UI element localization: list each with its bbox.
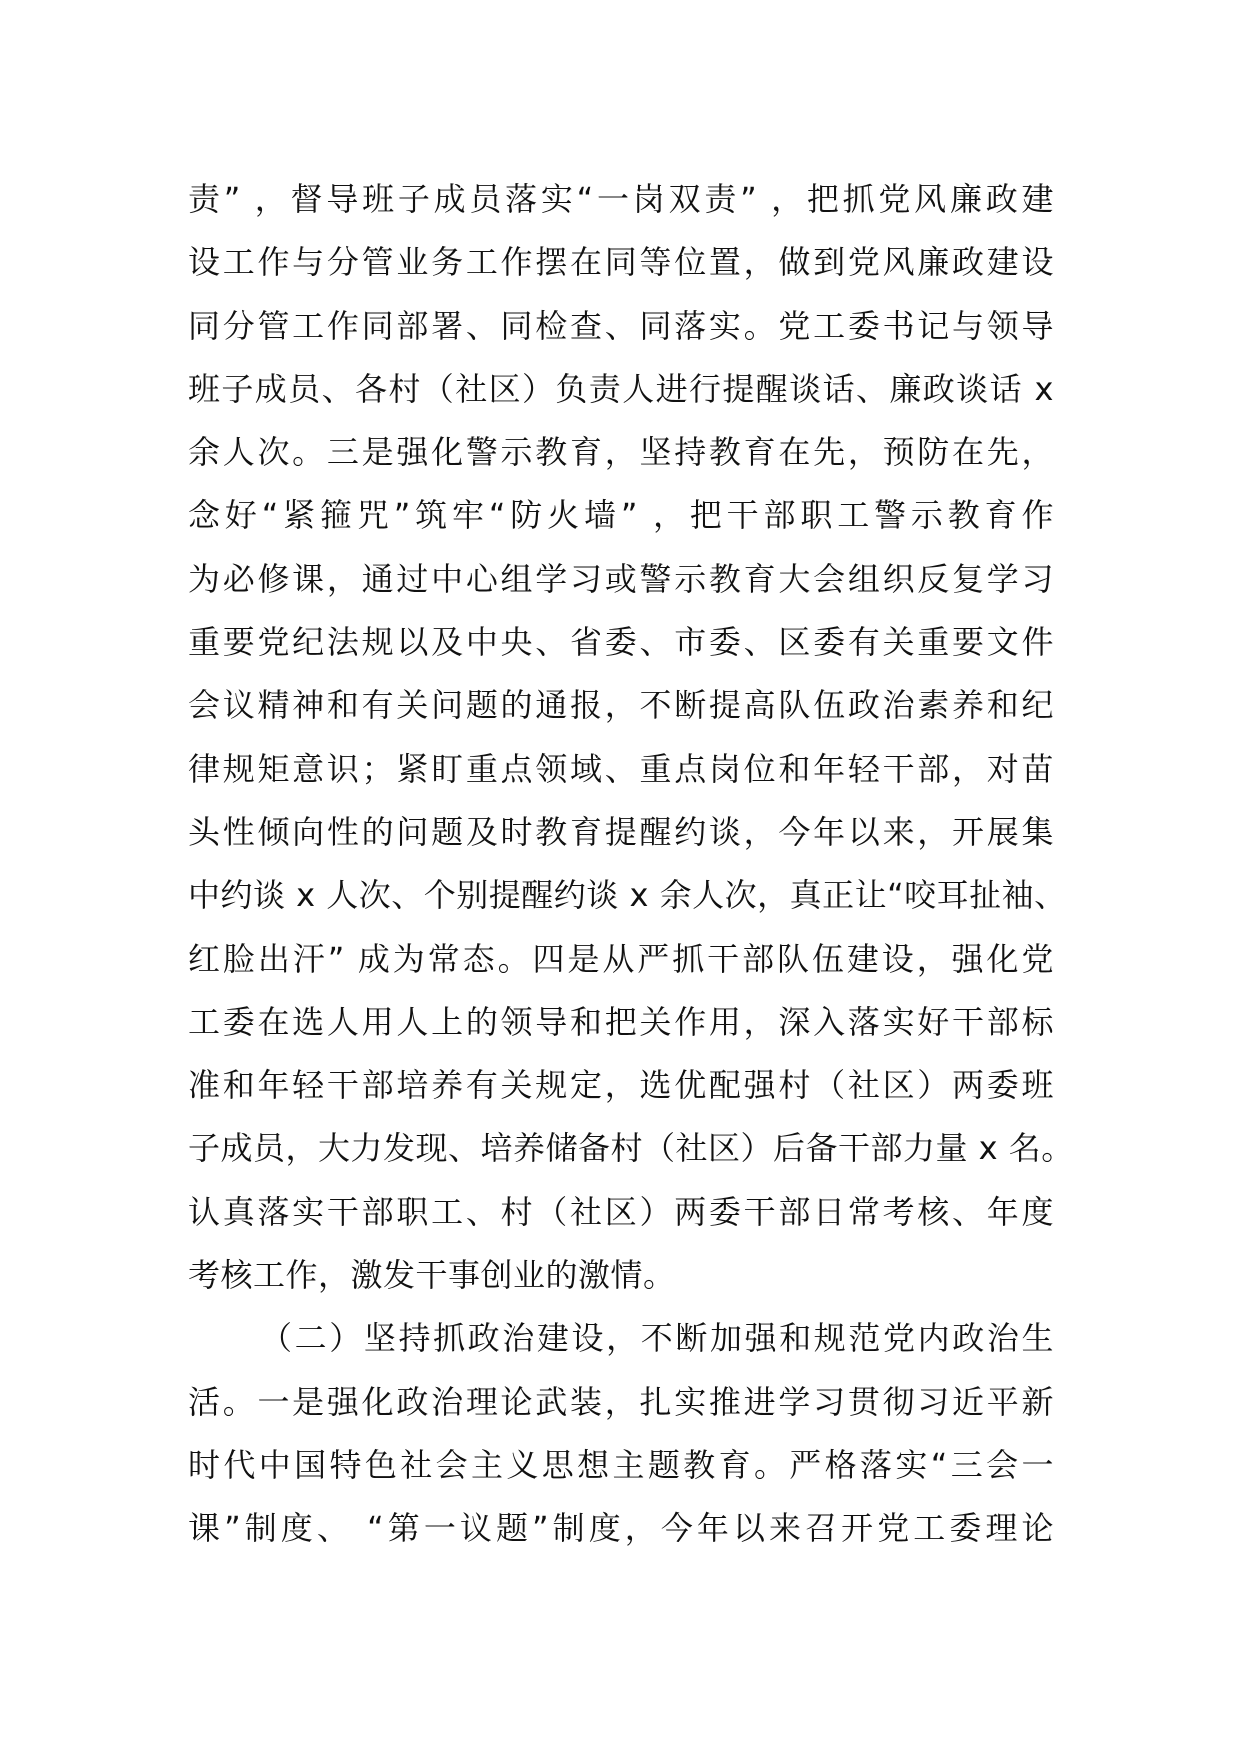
text-line: 余人次。三是强化警示教育，坚持教育在先，预防在先， (188, 433, 1054, 472)
text-line: 认真落实干部职工、村（社区）两委干部日常考核、年度 (188, 1192, 1054, 1231)
text-line: 班子成员、各村（社区）负责人进行提醒谈话、廉政谈话 x (188, 369, 1054, 408)
text-line: 工委在选人用人上的领导和把关作用，深入落实好干部标 (188, 1002, 1054, 1041)
text-line: 为必修课，通过中心组学习或警示教育大会组织反复学习 (188, 559, 1054, 598)
text-line: 重要党纪法规以及中央、省委、市委、区委有关重要文件 (188, 623, 1054, 662)
text-line: 活。一是强化政治理论武装，扎实推进学习贯彻习近平新 (188, 1382, 1054, 1421)
text-line: 责” ，督导班子成员落实“一岗双责” ，把抓党风廉政建 (188, 180, 1054, 218)
text-line: 会议精神和有关问题的通报，不断提高队伍政治素养和纪 (188, 686, 1054, 725)
section-heading-line: （二）坚持抓政治建设，不断加强和规范党内政治生 (260, 1319, 1054, 1358)
text-line: 设工作与分管业务工作摆在同等位置，做到党风廉政建设 (188, 243, 1054, 282)
body-text (188, 168, 1074, 1561)
text-line: 同分管工作同部署、同检查、同落实。党工委书记与领导 (188, 306, 1054, 345)
text-line: 念好“紧箍咒”筑牢“防火墙” ，把干部职工警示教育作 (188, 496, 1054, 535)
text-line: 准和年轻干部培养有关规定，选优配强村（社区）两委班 (188, 1066, 1054, 1105)
text-line: 子成员，大力发现、培养储备村（社区）后备干部力量 x 名。 (188, 1129, 1074, 1168)
text-line: 时代中国特色社会主义思想主题教育。严格落实“三会一 (188, 1445, 1054, 1484)
text-line: 考核工作，激发干事创业的激情。 (188, 1256, 676, 1295)
text-line: 红脸出汗” 成为常态。四是从严抓干部队伍建设，强化党 (188, 939, 1054, 978)
text-line: 课”制度、 “第一议题”制度，今年以来召开党工委理论 (188, 1509, 1054, 1548)
text-line: 律规矩意识；紧盯重点领域、重点岗位和年轻干部，对苗 (188, 749, 1054, 788)
text-line: 头性倾向性的问题及时教育提醒约谈，今年以来，开展集 (188, 812, 1054, 851)
text-line: 中约谈 x 人次、个别提醒约谈 x 余人次，真正让“咬耳扯袖、 (188, 876, 1067, 915)
